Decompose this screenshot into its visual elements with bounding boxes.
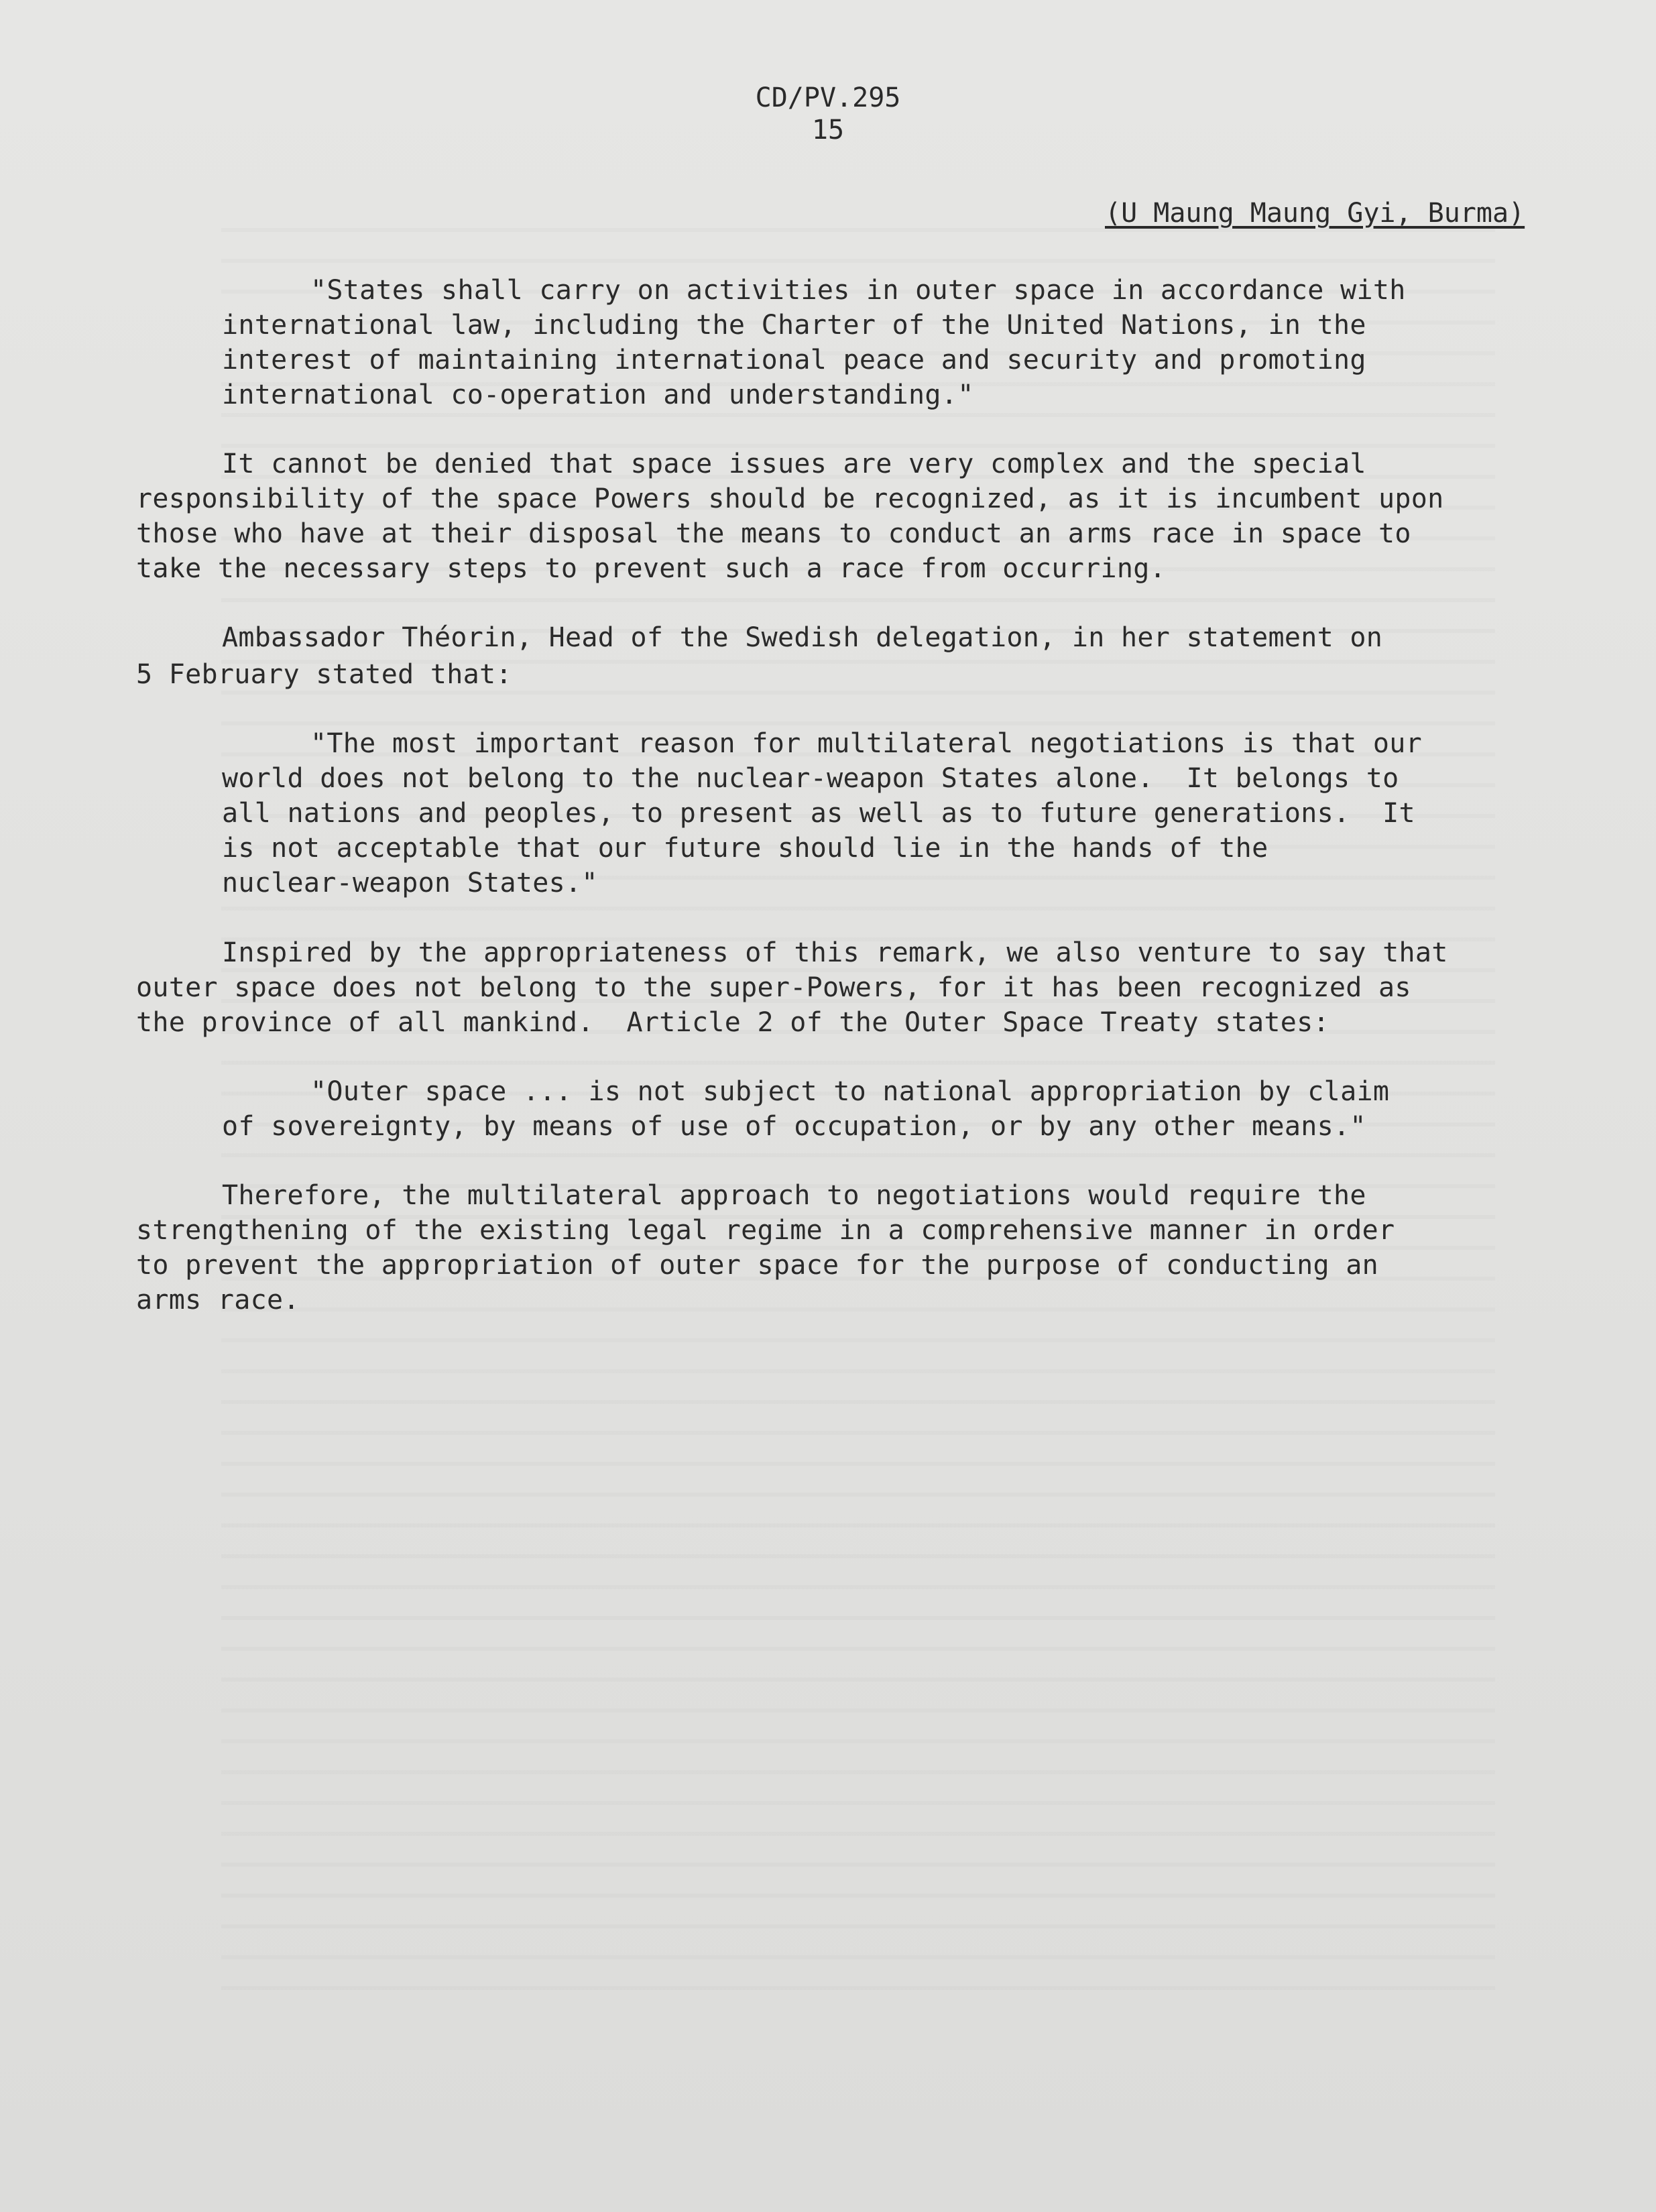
quote-line: "The most important reason for multilateral negotiations is that our <box>310 728 1422 759</box>
quote-line: world does not belong to the nuclear-weapon States alone. It belongs to <box>222 763 1399 794</box>
paragraph-line: take the necessary steps to prevent such a race from occurring. <box>136 553 1167 584</box>
paragraph-line: arms race. <box>136 1285 300 1316</box>
paragraph-line: Inspired by the appropriateness of this remark, we also venture to say that <box>222 937 1448 968</box>
paragraph-line: 5 February stated that: <box>136 659 512 690</box>
quote-line: all nations and peoples, to present as well as to future generations. It <box>222 798 1415 829</box>
paragraph-line: Therefore, the multilateral approach to negotiations would require the <box>222 1180 1366 1211</box>
quote-line: is not acceptable that our future should lie in the hands of the <box>222 833 1268 864</box>
speaker-attribution: (U Maung Maung Gyi, Burma) <box>1105 198 1525 229</box>
paragraph-line: to prevent the appropriation of outer space for the purpose of conducting an <box>136 1250 1379 1281</box>
paragraph-line: Ambassador Théorin, Head of the Swedish delegation, in her statement on <box>222 622 1383 653</box>
quote-line: "Outer space ... is not subject to national appropriation by claim <box>310 1076 1390 1107</box>
quote-line: nuclear-weapon States." <box>222 868 598 898</box>
page-number: 15 <box>811 115 845 145</box>
paragraph-line: outer space does not belong to the super-Powers, for it has been recognized as <box>136 972 1411 1003</box>
paragraph-line: those who have at their disposal the means to conduct an arms race in space to <box>136 518 1411 549</box>
paragraph-line: strengthening of the existing legal regime in a comprehensive manner in order <box>136 1215 1395 1246</box>
paragraph-line: It cannot be denied that space issues are very complex and the special <box>222 449 1366 479</box>
paragraph-line: responsibility of the space Powers should be recognized, as it is incumbent upon <box>136 483 1444 514</box>
quote-line: international co-operation and understanding." <box>222 380 974 410</box>
quote-line: of sovereignty, by means of use of occupation, or by any other means." <box>222 1111 1366 1142</box>
paragraph-line: the province of all mankind. Article 2 of the Outer Space Treaty states: <box>136 1007 1329 1038</box>
document-symbol: CD/PV.295 <box>755 82 901 113</box>
quote-line: international law, including the Charter of the United Nations, in the <box>222 310 1366 341</box>
quote-line: interest of maintaining international peace and security and promoting <box>222 345 1366 375</box>
quote-line: "States shall carry on activities in outer space in accordance with <box>310 275 1406 306</box>
